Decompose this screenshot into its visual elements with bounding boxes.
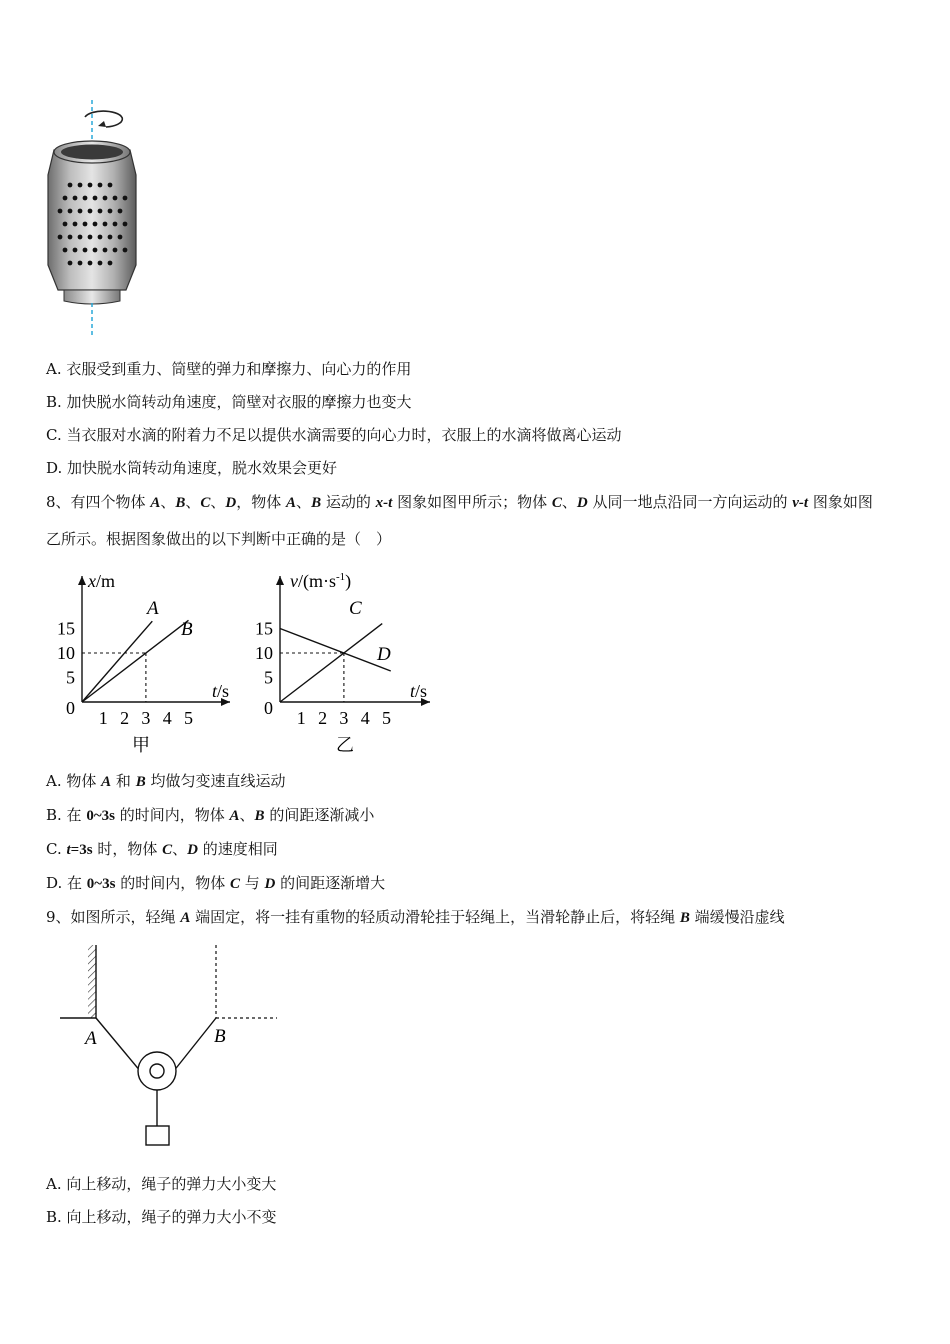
drum-hole xyxy=(68,183,73,188)
drum-hole xyxy=(118,209,123,214)
q8-option-c: C. t=3s 时，物体 C、D 的速度相同 xyxy=(46,840,278,858)
drum-hole xyxy=(98,235,103,240)
drum-hole xyxy=(118,235,123,240)
drum-hole xyxy=(103,248,108,253)
q9-option-a: A. 向上移动，绳子的弹力大小变大 xyxy=(46,1175,277,1193)
wall-hatching xyxy=(88,945,96,1018)
drum-hole xyxy=(98,209,103,214)
x-tick-label: 1 xyxy=(98,708,108,728)
drum-hole xyxy=(73,248,78,253)
y-tick-label: 5 xyxy=(66,667,75,688)
graph-jia-ylabel: x/m xyxy=(88,571,116,591)
drum-hole xyxy=(78,183,83,188)
drum-hole xyxy=(98,183,103,188)
drum-hole xyxy=(108,183,113,188)
drum-hole xyxy=(58,209,63,214)
graph-yi-xlabel: t/s xyxy=(410,681,428,701)
drum-hole xyxy=(108,261,113,266)
drum-hole xyxy=(73,196,78,201)
x-tick-label: 3 xyxy=(141,708,151,728)
rope-left xyxy=(96,1018,141,1072)
q8-stem-line2: 乙所示。根据图象做出的以下判断中正确的是（ ） xyxy=(46,530,392,548)
spin-dryer-drum-figure xyxy=(40,95,150,340)
drum-hole xyxy=(123,248,128,253)
x-tick-label: 1 xyxy=(296,708,306,728)
x-tick-label: 4 xyxy=(162,708,172,728)
label-a: A xyxy=(85,1028,97,1049)
drum-hole xyxy=(113,196,118,201)
drum-hole xyxy=(98,261,103,266)
q7-option-a: A. 衣服受到重力、筒壁的弹力和摩擦力、向心力的作用 xyxy=(46,360,412,378)
drum-hole xyxy=(103,222,108,227)
series-label-B: B xyxy=(181,619,193,640)
drum-hole xyxy=(88,261,93,266)
drum-hole xyxy=(103,196,108,201)
drum-hole xyxy=(108,209,113,214)
drum-hole xyxy=(68,209,73,214)
drum-hole xyxy=(83,248,88,253)
q7-option-d: D. 加快脱水筒转动角速度，脱水效果会更好 xyxy=(46,459,338,477)
q7-option-b: B. 加快脱水筒转动角速度，筒壁对衣服的摩擦力也变大 xyxy=(46,393,412,411)
pulley-axle xyxy=(150,1064,164,1078)
q8-option-d: D. 在 0~3s 的时间内，物体 C 与 D 的间距逐渐增大 xyxy=(46,874,386,892)
series-line-D xyxy=(280,629,391,671)
drum-hole xyxy=(88,183,93,188)
x-tick-label: 4 xyxy=(360,708,370,728)
drum-hole xyxy=(93,196,98,201)
y-tick-label: 15 xyxy=(255,618,273,639)
y-tick-label: 10 xyxy=(57,643,75,663)
y-axis-arrow-icon xyxy=(78,576,86,585)
drum-hole xyxy=(123,196,128,201)
y-tick-label: 5 xyxy=(264,667,273,688)
graph-yi-caption: 乙 xyxy=(336,735,354,755)
drum-hole xyxy=(78,209,83,214)
y-tick-label: 10 xyxy=(255,643,273,663)
y-axis-arrow-icon xyxy=(276,576,284,585)
drum-hole xyxy=(113,248,118,253)
rotation-arrow-icon xyxy=(85,111,122,127)
series-line-A xyxy=(82,621,152,702)
drum-hole xyxy=(63,248,68,253)
drum-hole xyxy=(63,196,68,201)
q9-stem: 9、如图所示，轻绳 A 端固定，将一挂有重物的轻质动滑轮挂于轻绳上，当滑轮静止后，将轻绳 B 端缓慢沿虚线 xyxy=(46,908,785,926)
graph-yi-origin: 0 xyxy=(264,698,273,718)
drum-hole xyxy=(78,235,83,240)
q7-option-c: C. 当衣服对水滴的附着力不足以提供水滴需要的向心力时，衣服上的水滴将做离心运动 xyxy=(46,426,622,444)
drum-hole xyxy=(73,222,78,227)
drum-hole xyxy=(68,235,73,240)
x-tick-label: 3 xyxy=(339,708,349,728)
drum-base xyxy=(64,290,120,304)
series-line-B xyxy=(82,620,189,702)
x-tick-label: 2 xyxy=(120,708,130,728)
graph-yi-ylabel: $v/(m\cdot s^{-1})$ xyxy=(290,571,352,591)
drum-hole xyxy=(113,222,118,227)
series-label-D: D xyxy=(377,644,391,665)
q8-option-b: B. 在 0~3s 的时间内，物体 A、B 的间距逐渐减小 xyxy=(46,806,375,824)
x-tick-label: 2 xyxy=(318,708,328,728)
drum-hole xyxy=(68,261,73,266)
rope-right xyxy=(173,1018,216,1072)
q8-option-a: A. 物体 A 和 B 均做匀变速直线运动 xyxy=(46,772,286,790)
graph-jia-xlabel: t/s xyxy=(212,681,230,701)
drum-hole xyxy=(108,235,113,240)
graph-jia-xt xyxy=(50,568,250,763)
label-b: B xyxy=(214,1026,226,1047)
series-label-A: A xyxy=(147,598,159,619)
pulley-rope-figure xyxy=(55,940,285,1150)
q9-option-b: B. 向上移动，绳子的弹力大小不变 xyxy=(46,1208,277,1226)
graph-jia-origin: 0 xyxy=(66,698,75,718)
drum-hole xyxy=(58,235,63,240)
hanging-weight xyxy=(146,1126,169,1145)
q8-stem-line1: 8、有四个物体 A、B、C、D，物体 A、B 运动的 x-t 图象如图甲所示；物体 C、D 从同一地点沿同一方向运动的 v-t 图象如图 xyxy=(46,493,873,511)
drum-hole xyxy=(83,222,88,227)
drum-hole xyxy=(78,261,83,266)
drum-hole xyxy=(63,222,68,227)
x-tick-label: 5 xyxy=(382,708,391,728)
graph-jia-axes xyxy=(57,576,230,728)
drum-hole xyxy=(88,209,93,214)
graph-yi-vt xyxy=(252,568,452,763)
graph-yi-axes xyxy=(255,576,430,728)
drum-hole xyxy=(123,222,128,227)
drum-hole xyxy=(93,248,98,253)
drum-body xyxy=(48,150,136,290)
drum-opening xyxy=(61,145,123,160)
drum-hole xyxy=(88,235,93,240)
graph-jia-caption: 甲 xyxy=(132,735,150,755)
drum-hole xyxy=(93,222,98,227)
drum-hole xyxy=(83,196,88,201)
y-tick-label: 15 xyxy=(57,618,75,639)
series-line-C xyxy=(280,624,382,702)
series-label-C: C xyxy=(349,598,362,619)
x-tick-label: 5 xyxy=(184,708,193,728)
